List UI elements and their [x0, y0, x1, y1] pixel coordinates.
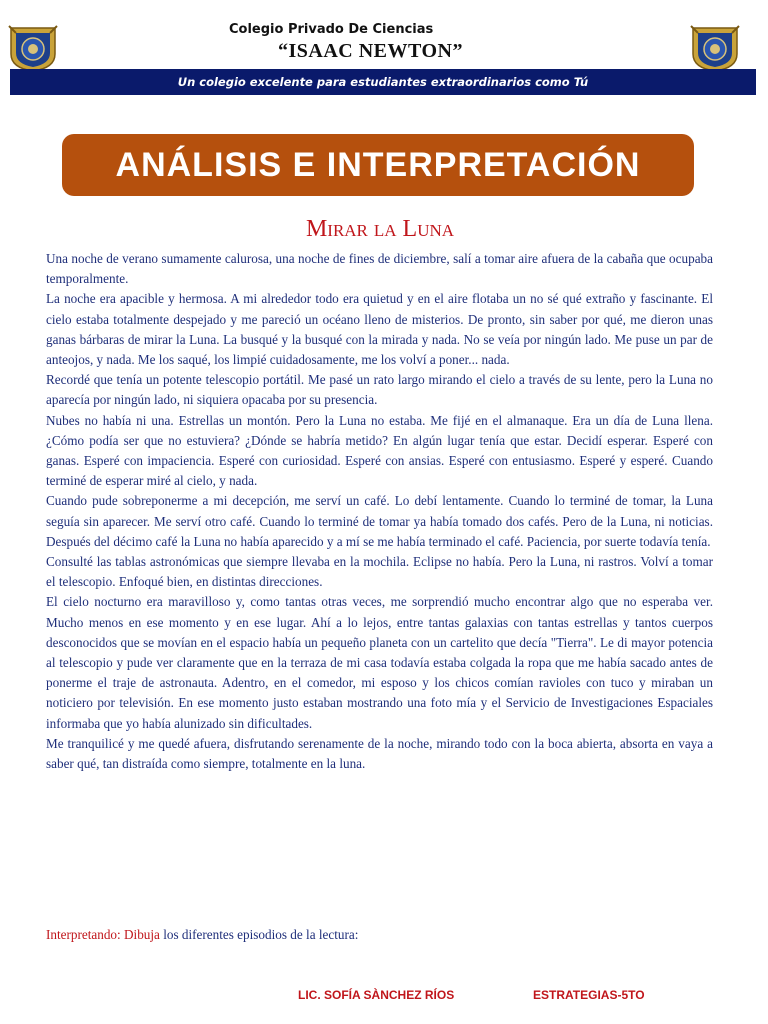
- story-title: Mirar la Luna: [305, 216, 455, 242]
- school-title: “ISAAC NEWTON”: [278, 40, 463, 62]
- story-paragraph: La noche era apacible y hermosa. A mi alrededor todo era quietud y en el aire flotaba un no sé qué extraño y fascinante. El cielo estaba totalmente despejado y me pareció un océano lleno de misterios. De pronto, sin saber por qué, me dieron unas ganas bárbaras de mirar la Luna. La busqué y la busqué con la mirada y nada. No se veía por ningún lado. Me puse un par de anteojos, y nada. Me los saqué, los limpié cuidadosamente, me los volví a poner... nada.: [46, 291, 713, 368]
- school-name: Colegio Privado De Ciencias: [229, 22, 434, 37]
- activity-verb: Dibuja: [124, 927, 160, 942]
- story-paragraph: Consulté las tablas astronómicas que siempre llevaba en la mochila. Eclipse no había. Pero la Luna, ni rastros. Volví a tomar el telescopio. Enfoqué bien, en distintas direcciones.: [46, 554, 713, 590]
- activity-label: Interpretando:: [46, 927, 121, 942]
- activity-instruction: [46, 927, 358, 943]
- story-paragraph: Una noche de verano sumamente calurosa, una noche de fines de diciembre, salí a tomar aire afuera de la cabaña que ocupaba temporalmente.: [46, 251, 713, 287]
- footer-author: LIC. SOFÍA SÀNCHEZ RÍOS: [298, 988, 455, 1002]
- story-paragraph: Nubes no había ni una. Estrellas un montón. Pero la Luna no estaba. Me fijé en el almanaque. Era un día de Luna llena. ¿Cómo podía ser que no estuviera? ¿Dónde se habría metido? En algún lugar tenía que estar. Decidí esperar. Esperé con ganas. Esperé con impaciencia. Esperé con curiosidad. Esperé con ansias. Esperé con entusiasmo. Esperé y esperé. Cuando terminé de esperar miré al cielo, y nada.: [46, 412, 713, 489]
- section-banner: [62, 134, 694, 196]
- school-crest-icon: [690, 24, 740, 72]
- activity-text: los diferentes episodios de la lectura:: [163, 927, 359, 942]
- story-paragraph: Recordé que tenía un potente telescopio portátil. Me pasé un rato largo mirando el cielo a través de su lente, pero la Luna no aparecía por ningún lado, ni siquiera opacaba por su presencia.: [46, 372, 713, 408]
- story-body: [46, 249, 713, 774]
- footer-course: ESTRATEGIAS-5TO: [533, 988, 645, 1002]
- story-paragraph: Cuando pude sobreponerme a mi decepción, me serví un café. Lo debí lentamente. Cuando lo terminé de tomar, la Luna seguía sin aparecer. Me serví otro café. Cuando lo terminé de tomar ya había tomado dos cafés. Pero de la Luna, ni noticias. Después del décimo café la Luna no había aparecido y a mí se me había terminado el café. Paciencia, por suerte todavía tenía.: [46, 493, 713, 549]
- banner-title: ANÁLISIS E INTERPRETACIÓN: [115, 146, 641, 184]
- slogan-text: Un colegio excelente para estudiantes extraordinarios como Tú: [177, 75, 589, 89]
- story-paragraph: Me tranquilicé y me quedé afuera, disfrutando serenamente de la noche, mirando todo con la boca abierta, absorta en vaya a saber qué, tan distraída como siempre, totalmente en la luna.: [46, 735, 713, 772]
- school-crest-icon: [8, 24, 58, 72]
- story-paragraph: El cielo nocturno era maravilloso y, como tantas otras veces, me sorprendió mucho encontrar algo que no esperaba ver. Mucho menos en ese momento y en ese lugar. Ahí a lo lejos, entre tantas galaxias con tantas estrellas y tantos cuerpos desconocidos que se movían en el espacio había un pequeño planeta con un cartelito que decía "Tierra". Le di mayor potencia al telescopio y pude ver claramente que en la terraza de mi casa todavía estaba colgada la ropa que me había sacado antes de ponerme el traje de astronauta. Adentro, en el comedor, mi esposo y los chicos comían ravioles con tuco y miraban un noticiero por televisión. En ese momento justo estaban mostrando una foto mía y el Servicio de Investigaciones Espaciales informaba que yo había alunizado sin dificultades.: [46, 594, 713, 731]
- slogan-bar: [10, 69, 756, 95]
